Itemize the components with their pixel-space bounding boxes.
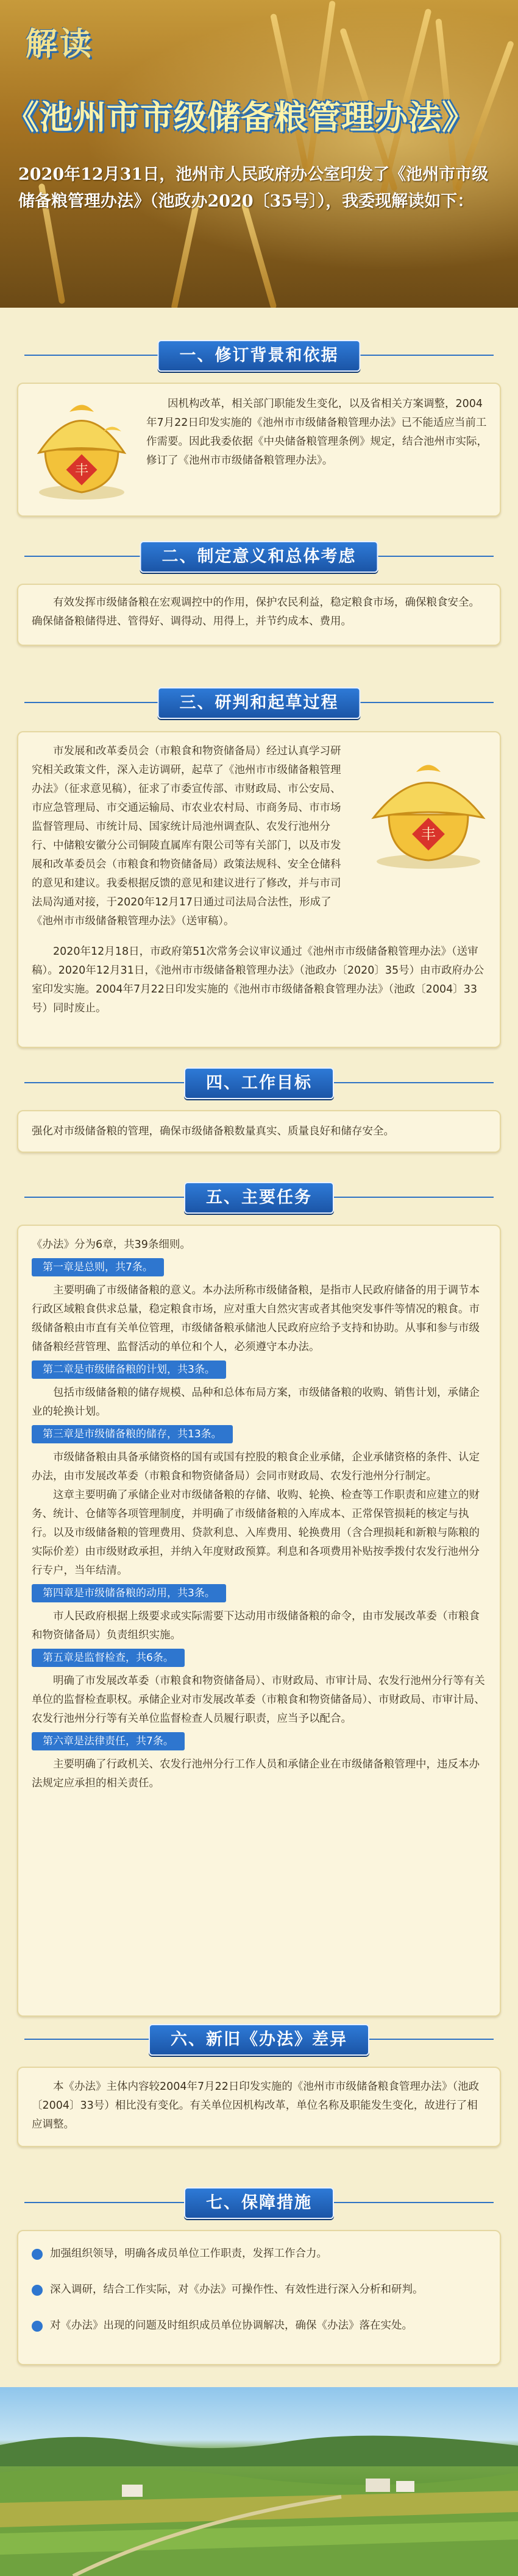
chapter-4-body: 市人民政府根据上级要求或实际需要下达动用市级储备粮的命令，由市发展改革委（市粮食和物资储备局）负责组织实施。 — [32, 1610, 480, 1641]
measure-item — [32, 2316, 486, 2335]
measure-item-text: 深入调研，结合工作实际，对《办法》可操作性、有效性进行深入分析和研判。 — [50, 2284, 424, 2296]
section-7-card — [17, 2230, 501, 2365]
section-1-header — [0, 340, 518, 370]
section-3-header — [0, 687, 518, 718]
farmland-landscape-icon — [0, 2387, 518, 2576]
footer-landscape-image — [0, 2387, 518, 2576]
chapter-3-body-2: 这章主要明确了承储企业对市级储备粮的存储、收购、轮换、检查等工作职责和应建立的财务、统计、仓储等各项管理制度，并明确了市级储备粮的入库成本、正常保管损耗的核定与执行。以及市级储备粮的管理费用、贷款利息、入库费用、轮换费用（含合理损耗和新粮与陈粮的实际价差）由市级财政承担，并纳入年度财政预算。利息和各项费用补贴按季拨付农发行池州分行专户，当年结清。 — [32, 1489, 480, 1577]
chapter-1-label: 第一章是总则，共7条。 — [32, 1258, 164, 1276]
section-3-title: 三、研判和起草过程 — [158, 687, 361, 719]
measure-item — [32, 2281, 486, 2299]
chapter-6-label: 第六章是法律责任，共7条。 — [32, 1732, 185, 1750]
grain-granary-icon — [27, 395, 137, 504]
section-1-body: 因机构改革，相关部门职能发生变化，以及省相关方案调整，2004年7月22日印发实施的《池州市市级储备粮管理办法》已不能适应当前工作需要。因此我委依据《中央储备粮管理条例》规定，结合池州市实际，修订了《池州市市级储备粮管理办法》。 — [146, 398, 488, 467]
chapter-2-label: 第二章是市级储备粮的计划，共3条。 — [32, 1361, 226, 1379]
chapter-2-body: 包括市级储备粮的储存规模、品种和总体布局方案，市级储备粮的收购、销售计划，承储企业的轮换计划。 — [32, 1387, 480, 1418]
section-2-title: 二、制定意义和总体考虑 — [140, 541, 378, 573]
section-4-header — [0, 1067, 518, 1098]
section-3-body-2: 2020年12月18日，市政府第51次常务会议审议通过《池州市市级储备粮管理办法》（送审稿）。2020年12月31日，《池州市市级储备粮管理办法》（池政办〔2020〕35号）由市政府办公室印发实施。2004年7月22日印发实施的《池州市市级储备粮食管理办法》（池政〔2004〕33号）同时废止。 — [32, 946, 484, 1014]
svg-text:丰: 丰 — [421, 826, 436, 843]
grain-granary-icon — [364, 757, 492, 872]
bullet-dot-icon — [32, 2285, 43, 2296]
section-4-title: 四、工作目标 — [184, 1067, 334, 1099]
bullet-dot-icon — [32, 2321, 43, 2332]
hero-intro: 2020年12月31日，池州市人民政府办公室印发了《池州市市级储备粮管理办法》（池政办2020〔35号〕），我委现解读如下： — [18, 165, 489, 211]
section-4-card — [17, 1110, 501, 1153]
svg-text:丰: 丰 — [74, 463, 89, 478]
section-2-header — [0, 541, 518, 571]
section-6-card — [17, 2067, 501, 2147]
section-2-body: 有效发挥市级储备粮在宏观调控中的作用，保护农民利益，稳定粮食市场，确保粮食安全。确保储备粮储得进、管得好、调得动、用得上，并节约成本、费用。 — [32, 596, 480, 628]
bullet-dot-icon — [32, 2249, 43, 2260]
measure-item-text: 加强组织领导，明确各成员单位工作职责，发挥工作合力。 — [50, 2248, 327, 2260]
chapter-6-body: 主要明确了行政机关、农发行池州分行工作人员和承储企业在市级储备粮管理中，违反本办法规定应承担的相关责任。 — [32, 1758, 480, 1789]
section-7-title: 七、保障措施 — [184, 2187, 334, 2219]
section-2-card — [17, 584, 501, 646]
chapter-3-body-1: 市级储备粮由具备承储资格的国有或国有控股的粮食企业承储，企业承储资格的条件、认定办法，由市发展改革委（市粮食和物资储备局）会同市财政局、农发行池州分行制定。 — [32, 1451, 480, 1482]
measure-item — [32, 2245, 486, 2263]
section-5-card — [17, 1225, 501, 2017]
chapter-4-label: 第四章是市级储备粮的动用，共3条。 — [32, 1584, 226, 1602]
chapter-5-label: 第五章是监督检查，共6条。 — [32, 1649, 185, 1667]
page-title: 《池州市市级储备粮管理办法》 — [6, 97, 475, 136]
section-5-header — [0, 1182, 518, 1212]
chapter-3-label: 第三章是市级储备粮的储存，共13条。 — [32, 1425, 233, 1443]
section-1-card — [17, 383, 501, 517]
hero-banner — [0, 0, 518, 308]
section-3-card — [17, 731, 501, 1048]
section-5-title: 五、主要任务 — [184, 1182, 334, 1214]
section-6-header — [0, 2024, 518, 2054]
section-6-body: 本《办法》主体内容较2004年7月22日印发实施的《池州市市级储备粮食管理办法》（池政〔2004〕33号）相比没有变化。有关单位因机构改革，单位名称及职能发生变化，故进行了相应调整。 — [32, 2081, 480, 2131]
section-3-body-1: 市发展和改革委员会（市粮食和物资储备局）经过认真学习研究相关政策文件，深入走访调研，起草了《池州市市级储备粮管理办法》（征求意见稿），征求了市委宣传部、市财政局、市公安局、市应急管理局、市交通运输局、市农业农村局、市商务局、市市场监督管理局、市统计局、国家统计局池州调查队、农发行池州分行、中储粮安徽分公司铜陵直属库有限公司等有关部门，以及市发展和改革委员会（市粮食和物资储备局）政策法规科、安全仓储科的意见和建议。我委根据反馈的意见和建议进行了修改，并与市司法局沟通对接，于2020年12月17日通过司法局合法性，形成了《池州市市级储备粮管理办法》（送审稿）。 — [32, 745, 341, 927]
section-7-header — [0, 2187, 518, 2218]
section-1-title: 一、修订背景和依据 — [158, 340, 361, 372]
section-5-lead: 《办法》分为6章，共39条细则。 — [32, 1239, 191, 1251]
measure-item-text: 对《办法》出现的问题及时组织成员单位协调解决，确保《办法》落在实处。 — [50, 2319, 413, 2332]
hero-kicker: 解读 — [26, 26, 94, 63]
section-4-body: 强化对市级储备粮的管理，确保市级储备粮数量真实、质量良好和储存安全。 — [32, 1125, 394, 1138]
chapter-5-body: 明确了市发展改革委（市粮食和物资储备局）、市财政局、市审计局、农发行池州分行等有关单位的监督检查职权。承储企业对市发展改革委（市粮食和物资储备局）、市财政局、市审计局、农发行池州分行等有关单位监督检查人员履行职责，应当予以配合。 — [32, 1675, 485, 1725]
section-6-title: 六、新旧《办法》差异 — [149, 2024, 369, 2056]
chapter-1-body: 主要明确了市级储备粮的意义。本办法所称市级储备粮，是指市人民政府储备的用于调节本行政区域粮食供求总量，稳定粮食市场，应对重大自然灾害或者其他突发事件等情况的粮食。市级储备粮由市直有关单位管理，市级储备粮承储池人民政府应给予支持和协助。从事和参与市级储备粮经营管理、监督活动的单位和个人，必须遵守本办法。 — [32, 1284, 480, 1353]
